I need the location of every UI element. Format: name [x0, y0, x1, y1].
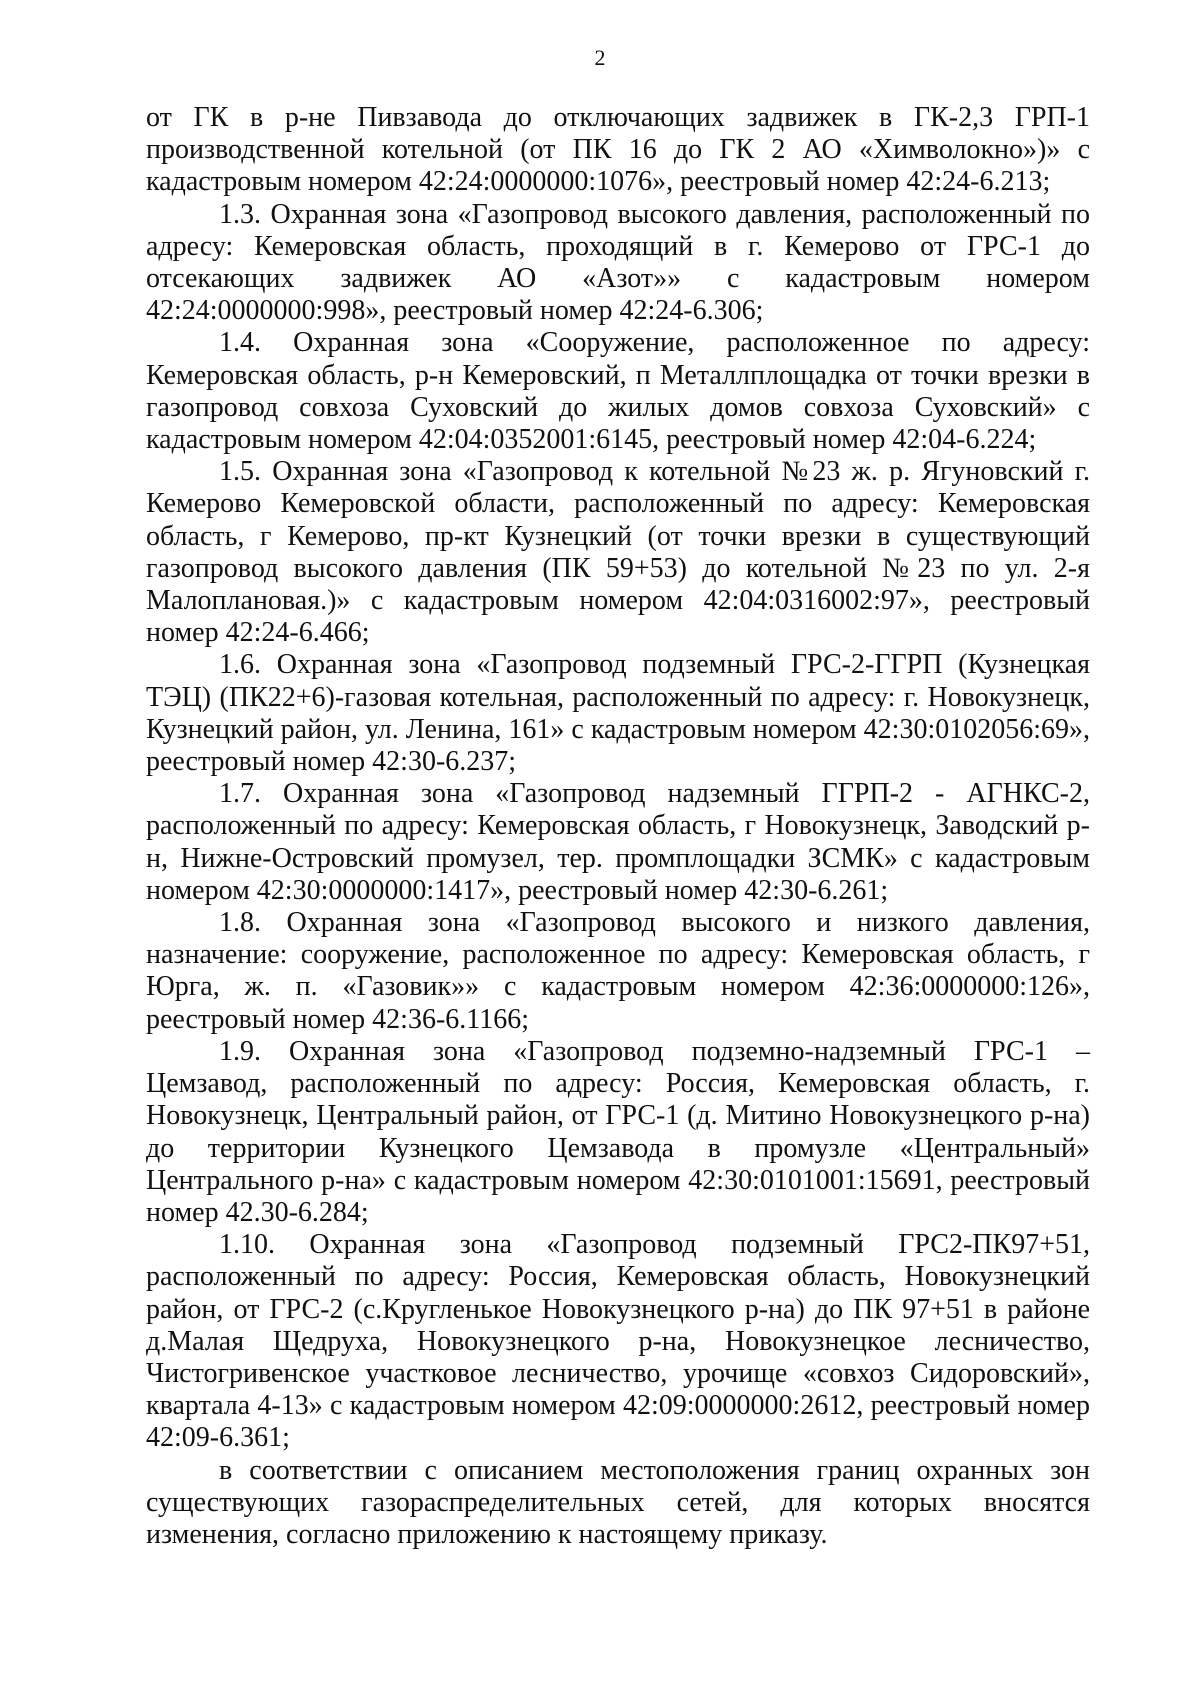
- page-number: 2: [594, 45, 606, 70]
- paragraph-item-1-8: 1.8. Охранная зона «Газопровод высокого и низкого давления, назначение: сооружение, расположенное по адресу: Кемеровская область, г Юрга, ж. п. «Газовик»» с кадастровым номером 42:36:0000000:126», реестровый номер 42:36-6.1166;: [146, 907, 1090, 1035]
- paragraph-item-1-9: 1.9. Охранная зона «Газопровод подземно-надземный ГРС-1 – Цемзавод, расположенный по адресу: Россия, Кемеровская область, г. Новокузнецк, Центральный район, от ГРС-1 (д. Митино Новокузнецкого р-на) до территории Кузнецкого Цемзавода в промузле «Центральный» Центрального р-на» с кадастровым номером 42:30:0101001:15691, реестровый номер 42.30-6.284;: [146, 1035, 1090, 1228]
- paragraph-item-1-5: 1.5. Охранная зона «Газопровод к котельной №23 ж. р. Ягуновский г. Кемерово Кемеровской области, расположенный по адресу: Кемеровская область, г Кемерово, пр-кт Кузнецкий (от точки врезки в существующий газопровод высокого давления (ПК 59+53) до котельной №23 по ул. 2-я Малоплановая.)» с кадастровым номером 42:04:0316002:97», реестровый номер 42:24-6.466;: [146, 456, 1090, 649]
- paragraph-conclusion: в соответствии с описанием местоположения границ охранных зон существующих газораспределительных сетей, для которых вносятся изменения, согласно приложению к настоящему приказу.: [146, 1454, 1090, 1550]
- paragraph-item-1-3: 1.3. Охранная зона «Газопровод высокого давления, расположенный по адресу: Кемеровская область, проходящий в г. Кемерово от ГРС-1 до отсекающих задвижек АО «Азот»» с кадастровым номером 42:24:0000000:998», реестровый номер 42:24-6.306;: [146, 198, 1090, 327]
- paragraph-continuation: от ГК в р-не Пивзавода до отключающих задвижек в ГК-2,3 ГРП-1 производственной котельной (от ПК 16 до ГК 2 АО «Химволокно»)» с кадастровым номером 42:24:0000000:1076», реестровый номер 42:24-6.213;: [146, 102, 1090, 198]
- paragraph-item-1-4: 1.4. Охранная зона «Сооружение, расположенное по адресу: Кемеровская область, р-н Кемеровский, п Металлплощадка от точки врезки в газопровод совхоза Суховский до жилых домов совхоза Суховский» с кадастровым номером 42:04:0352001:6145, реестровый номер 42:04-6.224;: [146, 327, 1090, 456]
- paragraph-item-1-6: 1.6. Охранная зона «Газопровод подземный ГРС-2-ГГРП (Кузнецкая ТЭЦ) (ПК22+6)-газовая котельная, расположенный по адресу: г. Новокузнецк, Кузнецкий район, ул. Ленина, 161» с кадастровым номером 42:30:0102056:69», реестровый номер 42:30-6.237;: [146, 649, 1090, 778]
- paragraph-item-1-7: 1.7. Охранная зона «Газопровод надземный ГГРП-2 - АГНКС-2, расположенный по адресу: Кемеровская область, г Новокузнецк, Заводский р-н, Нижне-Островский промузел, тер. промплощадки ЗСМК» с кадастровым номером 42:30:0000000:1417», реестровый номер 42:30-6.261;: [146, 778, 1090, 906]
- paragraph-item-1-10: 1.10. Охранная зона «Газопровод подземный ГРС2-ПК97+51, расположенный по адресу: Россия, Кемеровская область, Новокузнецкий район, от ГРС-2 (с.Кругленькое Новокузнецкого р-на) до ПК 97+51 в районе д.Малая Щедруха, Новокузнецкого р-на, Новокузнецкое лесничество, Чистогривенское участковое лесничество, урочище «совхоз Сидоровский», квартала 4-13» с кадастровым номером 42:09:0000000:2612, реестровый номер 42:09-6.361;: [146, 1229, 1090, 1454]
- document-body: [146, 102, 1090, 1551]
